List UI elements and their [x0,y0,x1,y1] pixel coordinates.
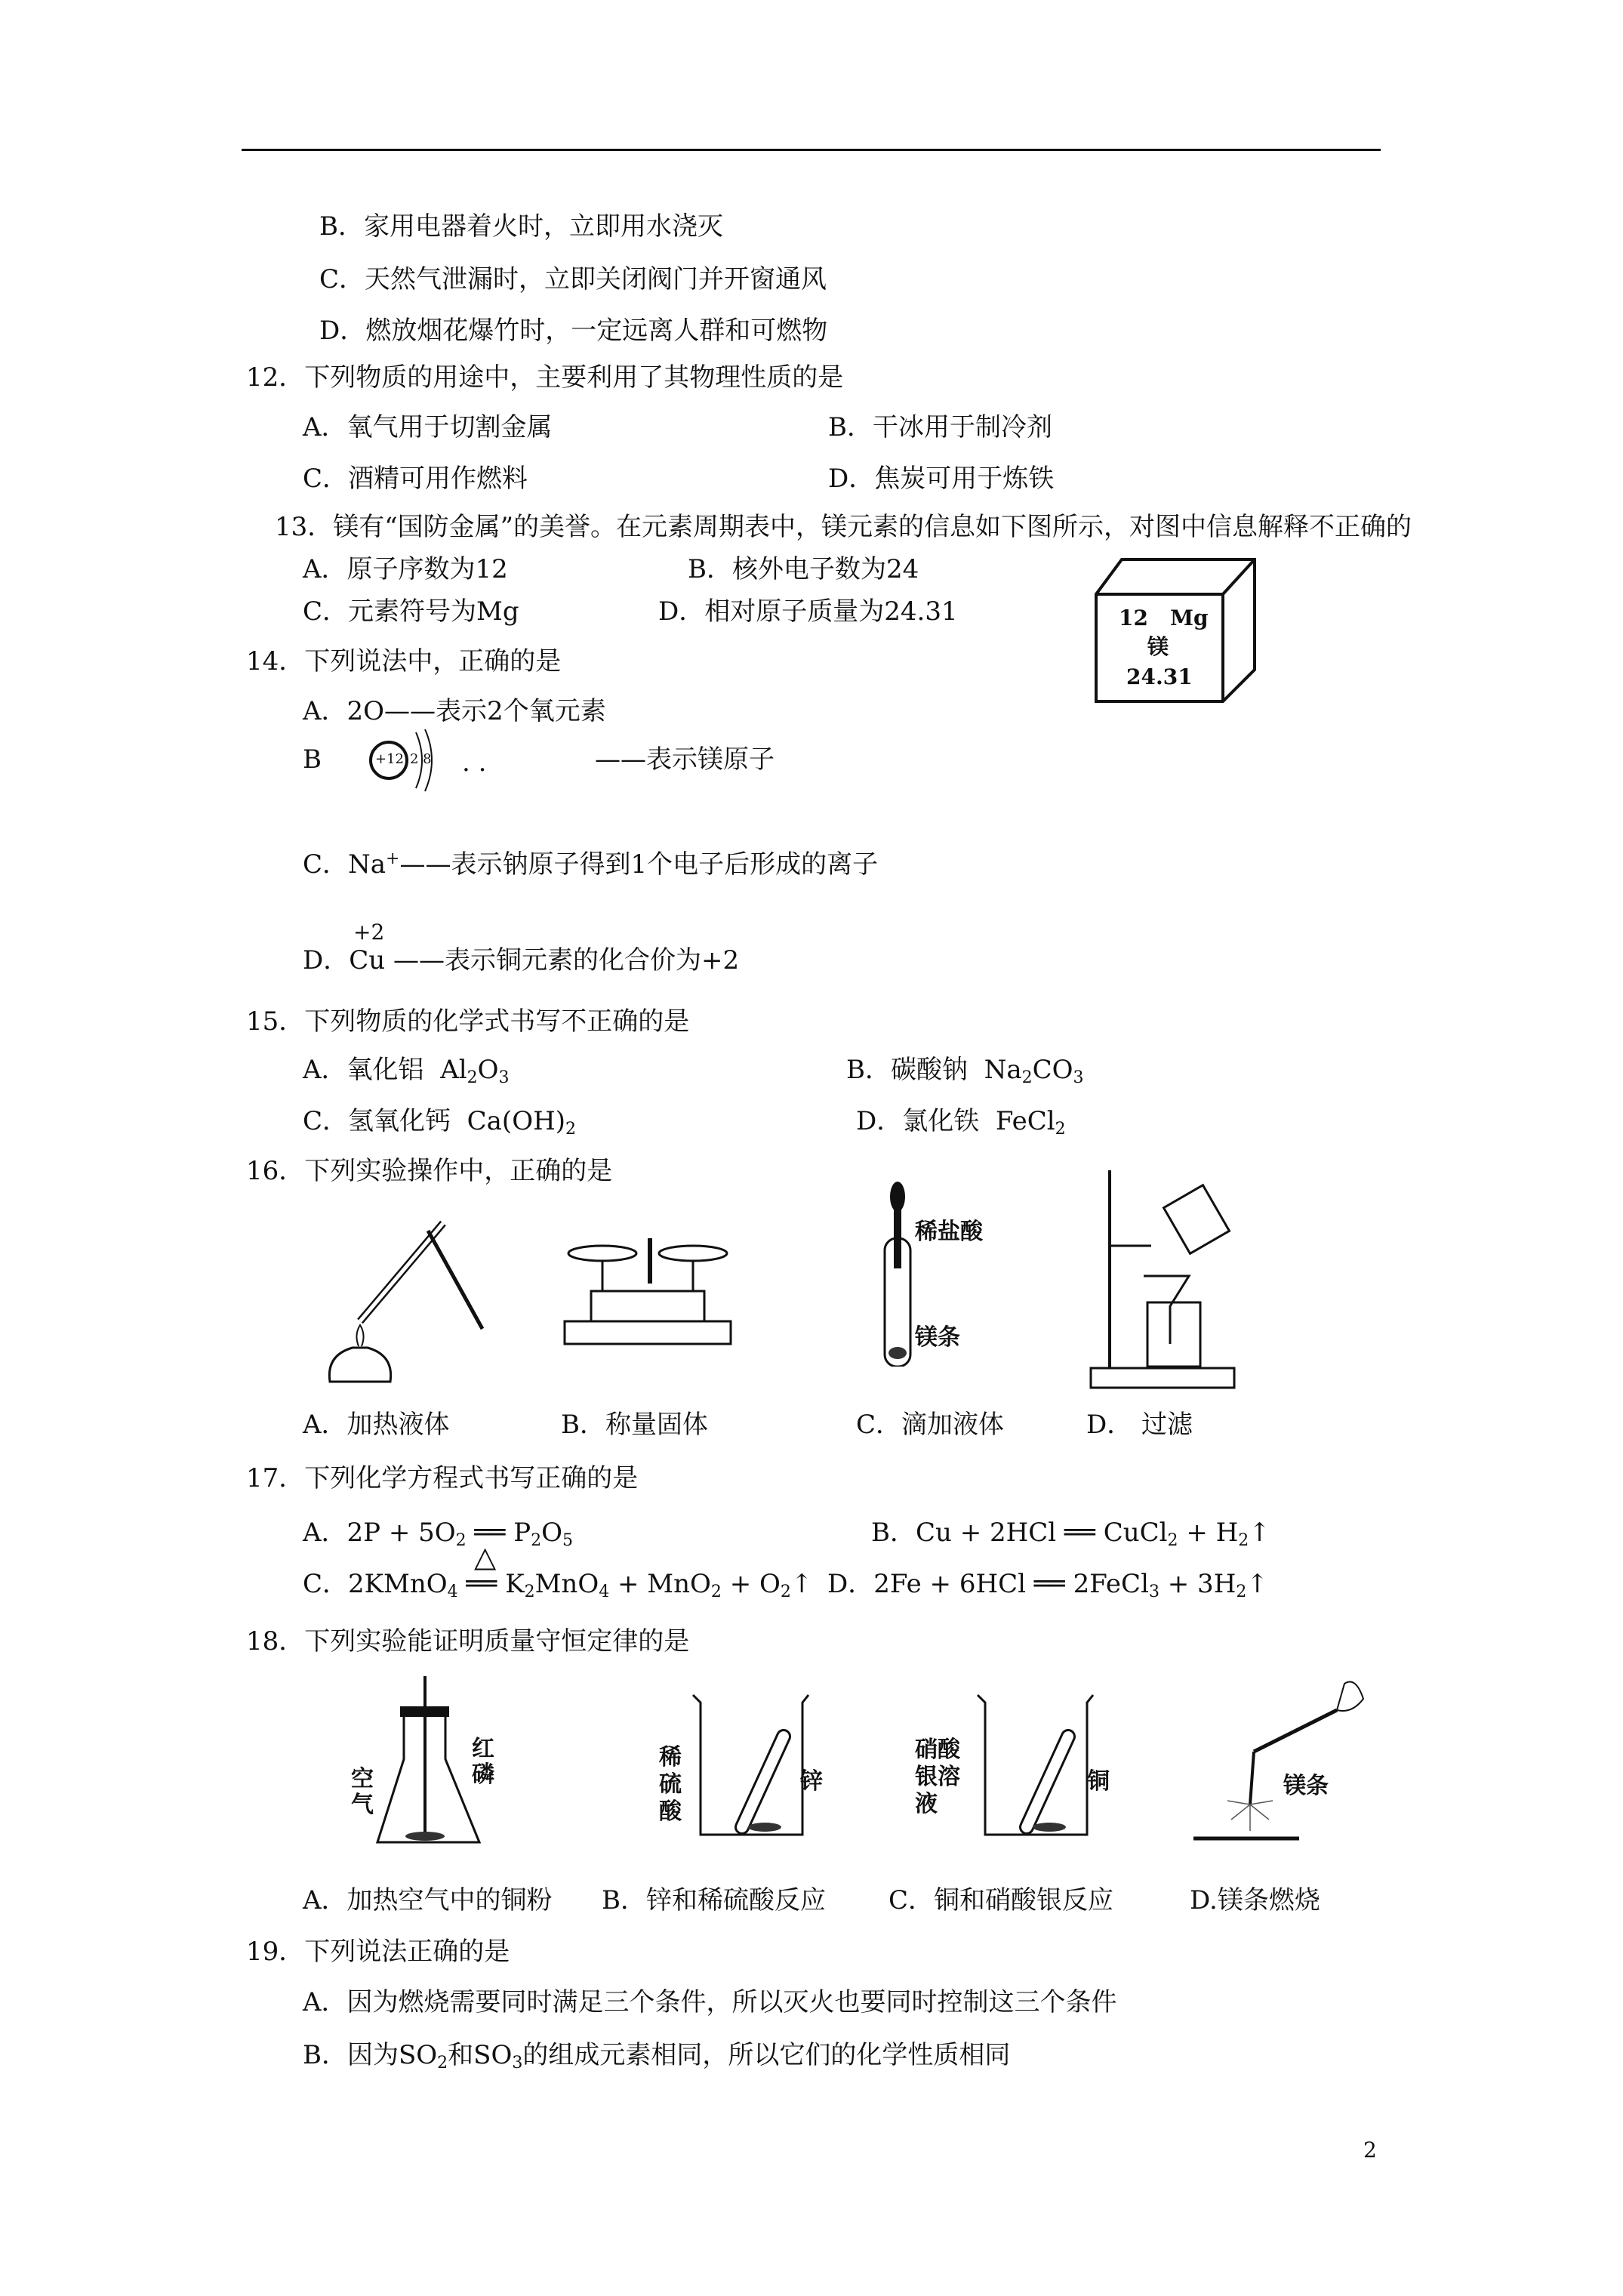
magnesium-strip-label-2: 镁条 [1283,1773,1329,1799]
subscript: 3 [512,2054,523,2073]
heat-condition-symbol: △ [474,1540,497,1573]
subscript: 3 [1073,1068,1084,1087]
formula-text: D．2Fe + 6HCl ══ 2FeCl [827,1569,1149,1599]
subscript: 2 [1055,1120,1066,1139]
formula-text: Na [984,1055,1022,1085]
formula-text: + H [1178,1518,1239,1548]
q15-stem: 15．下列物质的化学式书写不正确的是 [246,1006,690,1037]
dilute-sulfuric-acid-label: 稀硫酸 [659,1744,682,1825]
element-symbol: Mg [1170,606,1209,630]
formula-text: ↑ [1249,1518,1270,1548]
heating-liquid-illustration [315,1208,485,1391]
q12-option-a: A．氧气用于切割金属 [303,412,553,442]
ellipsis-dots: . . [462,747,487,778]
option-name: D．氯化铁 [856,1106,980,1136]
electron-shells: 2 8 [410,751,432,767]
subscript: 2 [1238,1531,1249,1550]
q12-option-c: C．酒精可用作燃料 [303,464,528,494]
nucleus-charge: +12 [375,751,404,767]
q15-option-a [303,1055,510,1093]
q13-option-a: A．原子序数为12 [303,554,508,584]
q18-option-d: D.镁条燃烧 [1190,1885,1320,1915]
q11-option-d: D．燃放烟花爆竹时，一定远离人群和可燃物 [319,316,828,346]
q19-stem: 19．下列说法正确的是 [246,1937,510,1967]
subscript: 4 [599,1583,610,1601]
air-label: 空气 [351,1766,374,1818]
formula-text: ══ K [457,1569,525,1599]
formula-text: FeCl [995,1106,1055,1136]
subscript: 2 [531,1531,542,1550]
page-number: 2 [1363,2137,1377,2162]
beaker-zinc-illustration [689,1691,810,1842]
text: 的组成元素相同，所以它们的化学性质相同 [522,2040,1011,2070]
q15-option-d [856,1106,1066,1145]
formula-text: MnO [534,1569,599,1599]
q15-option-b [846,1055,1084,1093]
subscript: 2 [565,1120,576,1139]
formula [440,1055,509,1085]
q11-option-c: C．天然气泄漏时，立即关闭阀门并开窗通风 [319,264,827,294]
q12-stem: 12．下列物质的用途中，主要利用了其物理性质的是 [246,362,844,393]
option-name: B．碳酸钠 [846,1055,968,1085]
q17-option-d [827,1569,1268,1607]
q19-option-a: A．因为燃烧需要同时满足三个条件，所以灭火也要同时控制这三个条件 [303,1987,1117,2017]
formula-text: ↑ [1246,1569,1268,1599]
dilute-hcl-label: 稀盐酸 [915,1219,983,1245]
q14-option-b-text: ——表示镁原子 [595,744,775,775]
ion-charge: + [386,849,400,868]
beaker-copper-illustration [974,1691,1095,1842]
zinc-label: 锌 [800,1768,823,1795]
subscript: 2 [1236,1583,1247,1601]
subscript: 2 [1167,1531,1178,1550]
balance-illustration [561,1231,735,1351]
formula-text: ══ P [466,1518,531,1548]
q13-stem: 13．镁有“国防金属”的美誉。在元素周期表中，镁元素的信息如下图所示，对图中信息解释不正确的 [275,512,1412,542]
subscript: 3 [498,1068,510,1087]
q14-option-d [303,945,739,975]
q17-stem: 17．下列化学方程式书写正确的是 [246,1463,639,1493]
q19-option-b [303,2040,1010,2079]
q13-option-d: D．相对原子质量为24.31 [658,596,958,627]
subscript: 2 [455,1531,467,1550]
q12-option-b: B．干冰用于制冷剂 [828,412,1052,442]
atomic-number: 12 [1119,606,1148,630]
element-name: 镁 [1147,634,1169,659]
q18-option-a: A．加热空气中的铜粉 [303,1885,553,1915]
subscript: 2 [1021,1068,1033,1087]
subscript: 4 [447,1583,458,1601]
magnesium-atom-structure [366,726,449,794]
formula [467,1106,576,1139]
q16-option-d-text: 过滤 [1141,1410,1193,1440]
header-rule [242,149,1381,151]
q11-option-b: B．家用电器着火时，立即用水浇灭 [319,211,723,242]
text: B．因为SO [303,2040,438,2070]
sodium-symbol: C．Na [303,849,387,880]
filtration-illustration [1083,1170,1246,1391]
option-d-text: ——表示铜元素的化合价为+2 [393,945,740,975]
q14-option-b-label: B [303,744,322,775]
formula-text: Al [440,1055,467,1085]
magnesium-element-cell [1095,556,1258,704]
q12-option-d: D．焦炭可用于炼铁 [828,464,1055,494]
formula-text: A．2P + 5O [303,1518,456,1548]
q14-option-c [303,844,878,880]
formula-text: C．2KMnO [303,1569,448,1599]
subscript: 2 [524,1583,535,1601]
q18-option-b: B．锌和稀硫酸反应 [602,1885,826,1915]
subscript: 3 [1148,1583,1160,1601]
subscript: 2 [710,1583,722,1601]
copper-label: 铜 [1087,1768,1110,1795]
magnesium-strip-label: 镁条 [915,1324,960,1351]
formula-text: O [477,1055,499,1085]
formula-text: ↑ [790,1569,813,1599]
subscript: 2 [467,1068,478,1087]
subscript: 5 [562,1531,573,1550]
q17-option-c [303,1569,812,1607]
q15-option-c [303,1106,576,1145]
subscript: 2 [780,1583,791,1601]
option-name: A．氧化铝 [303,1055,424,1085]
q14-stem: 14．下列说法中，正确的是 [246,646,562,676]
formula [995,1106,1066,1139]
formula-text: O [541,1518,562,1548]
silver-nitrate-label: 硝酸银溶液 [915,1737,960,1817]
q18-option-c: C．铜和硝酸银反应 [888,1885,1114,1915]
option-name: C．氢氧化钙 [303,1106,451,1136]
q16-option-c: C．滴加液体 [856,1410,1005,1440]
red-phosphorus-label: 红磷 [472,1736,494,1788]
magnesium-burning-illustration [1186,1669,1375,1854]
subscript: 2 [437,2054,448,2073]
q17-option-b [871,1518,1270,1556]
q16-option-b: B．称量固体 [561,1410,708,1440]
text: 和SO [448,2040,513,2070]
option-c-text: ——表示钠原子得到1个电子后形成的离子 [399,849,879,880]
valence-mark: +2 [353,920,385,945]
formula-text: Ca(OH) [467,1106,565,1136]
q17-option-a [303,1518,573,1556]
formula-text: + 3H [1159,1569,1236,1599]
q13-option-c: C．元素符号为Mg [303,596,519,627]
formula [984,1055,1084,1085]
formula-text: + MnO [609,1569,711,1599]
q14-option-a: A．2O——表示2个氧元素 [303,696,606,726]
formula-text: B．Cu + 2HCl ══ CuCl [871,1518,1168,1548]
q13-option-b: B．核外电子数为24 [688,554,919,584]
q16-stem: 16．下列实验操作中，正确的是 [246,1156,613,1186]
q16-option-d-letter: D． [1086,1410,1133,1440]
q16-option-a: A．加热液体 [303,1410,450,1440]
q18-stem: 18．下列实验能证明质量守恒定律的是 [246,1626,690,1657]
copper-symbol: D．Cu [303,945,386,975]
formula-text: CO [1032,1055,1073,1085]
atomic-mass: 24.31 [1126,664,1193,689]
formula-text: + O [721,1569,781,1599]
